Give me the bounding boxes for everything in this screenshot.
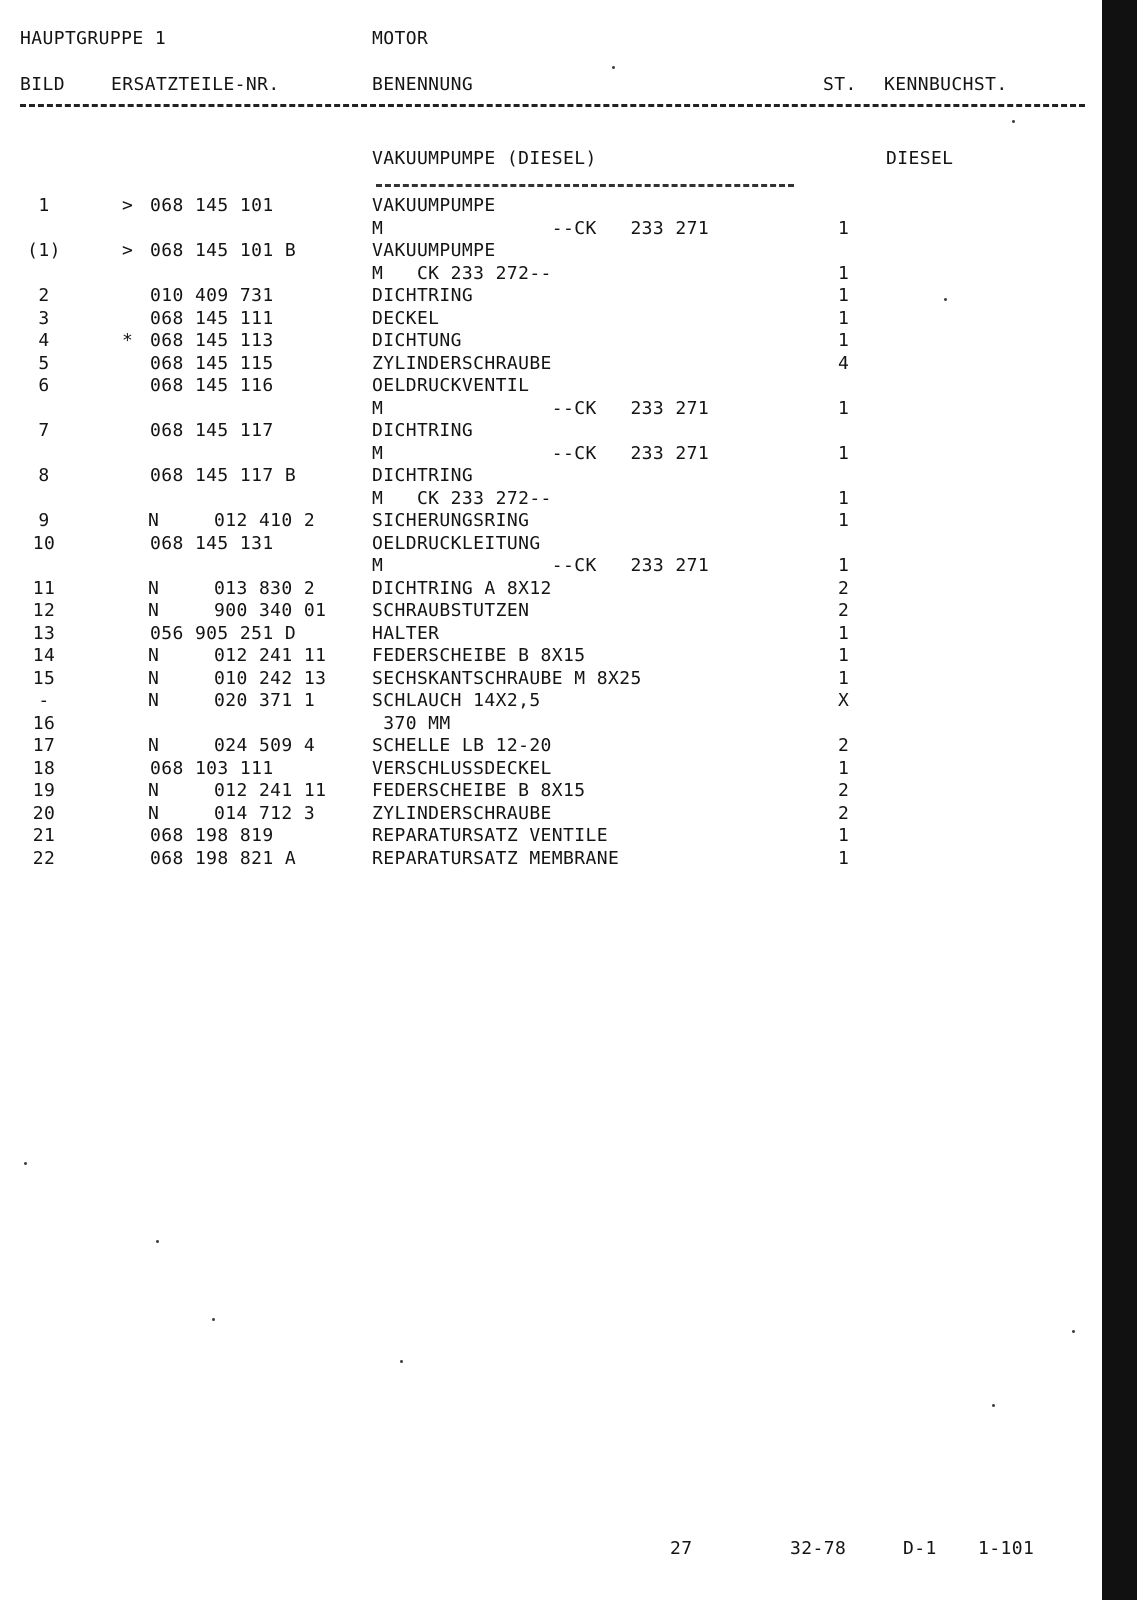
row-designation: FEDERSCHEIBE B 8X15 — [372, 645, 586, 666]
row-designation: DICHTRING — [372, 420, 474, 441]
row-quantity: 1 — [838, 217, 850, 239]
scan-edge-shadow — [1102, 0, 1137, 1600]
row-quantity: 1 — [838, 307, 850, 329]
row-quantity: 1 — [838, 330, 850, 351]
row-quantity: 2 — [838, 577, 850, 599]
row-part-number: 068 103 111 — [150, 757, 274, 779]
footer-page: 27 — [670, 1538, 693, 1559]
row-quantity: 2 — [838, 802, 850, 824]
group-label: HAUPTGRUPPE 1 — [20, 28, 167, 49]
row-part-number: 024 509 4 — [214, 735, 316, 756]
row-quantity: 1 — [838, 442, 850, 464]
scan-speck — [212, 1318, 215, 1321]
row-n-flag: N — [148, 780, 160, 801]
row-image-number: 14 — [32, 645, 56, 666]
row-image-number: 7 — [38, 420, 50, 441]
row-image-number: 16 — [32, 712, 56, 734]
row-designation: VERSCHLUSSDECKEL — [372, 757, 552, 779]
row-image-number: 5 — [38, 352, 50, 374]
row-designation: VAKUUMPUMPE — [372, 240, 496, 261]
row-n-flag: N — [148, 735, 160, 756]
column-header-name: BENENNUNG — [372, 74, 474, 95]
row-designation: REPARATURSATZ MEMBRANE — [372, 847, 620, 869]
scan-speck — [1072, 1330, 1075, 1333]
row-image-number: 12 — [32, 600, 56, 621]
row-marker: * — [122, 330, 134, 351]
row-image-number: 3 — [38, 307, 50, 329]
row-part-number: 068 145 117 — [150, 420, 274, 441]
row-marker: > — [122, 240, 134, 261]
row-part-number: 068 145 111 — [150, 307, 274, 329]
row-image-number: 10 — [32, 532, 56, 554]
footer-ref: 1-101 — [978, 1538, 1035, 1559]
scan-speck — [612, 66, 615, 69]
row-quantity: 1 — [838, 285, 850, 306]
scan-speck — [1012, 120, 1015, 123]
section-code: DIESEL — [886, 148, 954, 169]
row-quantity: 1 — [838, 825, 850, 846]
row-marker: > — [122, 195, 134, 216]
row-image-number: 22 — [32, 847, 56, 869]
row-designation: SCHELLE LB 12-20 — [372, 735, 552, 756]
row-designation: REPARATURSATZ VENTILE — [372, 825, 608, 846]
row-quantity: 1 — [838, 262, 850, 284]
column-header-partno: ERSATZTEILE-NR. — [111, 74, 280, 95]
scan-speck — [156, 1240, 159, 1243]
row-n-flag: N — [148, 510, 160, 531]
row-image-number: 1 — [38, 195, 50, 216]
column-header-code: KENNBUCHST. — [884, 74, 1008, 95]
row-image-number: 8 — [38, 465, 50, 486]
row-designation: SICHERUNGSRING — [372, 510, 530, 531]
row-image-number: 18 — [32, 757, 56, 779]
row-designation: DICHTRING A 8X12 — [372, 577, 552, 599]
row-image-number: 9 — [38, 510, 50, 531]
row-part-number: 056 905 251 D — [150, 622, 297, 644]
row-quantity: 1 — [838, 757, 850, 779]
column-header-qty: ST. — [823, 74, 857, 95]
row-n-flag: N — [148, 577, 160, 599]
row-designation: M --CK 233 271 — [372, 442, 710, 464]
row-quantity: 1 — [838, 847, 850, 869]
row-part-number: 068 145 116 — [150, 375, 274, 396]
row-image-number: - — [38, 690, 50, 711]
row-designation: SCHRAUBSTUTZEN — [372, 600, 530, 621]
row-designation: OELDRUCKLEITUNG — [372, 532, 541, 554]
row-part-number: 010 409 731 — [150, 285, 274, 306]
row-designation: DICHTRING — [372, 465, 474, 486]
row-n-flag: N — [148, 802, 160, 824]
row-designation: M --CK 233 271 — [372, 555, 710, 576]
row-image-number: (1) — [27, 240, 61, 261]
row-quantity: 4 — [838, 352, 850, 374]
row-quantity: 1 — [838, 510, 850, 531]
row-quantity: X — [838, 690, 850, 711]
scan-speck — [944, 298, 947, 301]
row-quantity: 2 — [838, 780, 850, 801]
row-designation: M CK 233 272-- — [372, 487, 552, 509]
header-divider — [20, 104, 1085, 107]
row-image-number: 20 — [32, 802, 56, 824]
row-designation: HALTER — [372, 622, 440, 644]
footer-date: 32-78 — [790, 1538, 847, 1559]
row-quantity: 1 — [838, 645, 850, 666]
row-quantity: 1 — [838, 397, 850, 419]
row-image-number: 21 — [32, 825, 56, 846]
row-designation: SECHSKANTSCHRAUBE M 8X25 — [372, 667, 642, 689]
row-designation: M CK 233 272-- — [372, 262, 552, 284]
row-part-number: 012 241 11 — [214, 645, 327, 666]
row-designation: FEDERSCHEIBE B 8X15 — [372, 780, 586, 801]
row-quantity: 2 — [838, 735, 850, 756]
row-part-number: 012 410 2 — [214, 510, 316, 531]
row-part-number: 020 371 1 — [214, 690, 316, 711]
group-name: MOTOR — [372, 28, 429, 49]
row-part-number: 014 712 3 — [214, 802, 316, 824]
row-image-number: 4 — [38, 330, 50, 351]
row-quantity: 1 — [838, 622, 850, 644]
row-quantity: 1 — [838, 487, 850, 509]
scan-speck — [24, 1162, 27, 1165]
row-designation: SCHLAUCH 14X2,5 — [372, 690, 541, 711]
row-part-number: 068 198 821 A — [150, 847, 297, 869]
row-image-number: 17 — [32, 735, 56, 756]
row-designation: VAKUUMPUMPE — [372, 195, 496, 216]
row-quantity: 1 — [838, 555, 850, 576]
row-n-flag: N — [148, 645, 160, 666]
row-image-number: 2 — [38, 285, 50, 306]
row-n-flag: N — [148, 690, 160, 711]
row-image-number: 13 — [32, 622, 56, 644]
row-designation: DECKEL — [372, 307, 440, 329]
row-image-number: 19 — [32, 780, 56, 801]
row-quantity: 2 — [838, 600, 850, 621]
row-image-number: 11 — [32, 577, 56, 599]
row-part-number: 068 198 819 — [150, 825, 274, 846]
row-designation: OELDRUCKVENTIL — [372, 375, 530, 396]
row-n-flag: N — [148, 600, 160, 621]
row-part-number: 900 340 01 — [214, 600, 327, 621]
row-part-number: 068 145 101 — [150, 195, 274, 216]
footer-section: D-1 — [903, 1538, 937, 1559]
row-part-number: 013 830 2 — [214, 577, 316, 599]
row-part-number: 012 241 11 — [214, 780, 327, 801]
scan-speck — [400, 1360, 403, 1363]
row-part-number: 068 145 131 — [150, 532, 274, 554]
row-quantity: 1 — [838, 667, 850, 689]
row-image-number: 15 — [32, 667, 56, 689]
scan-speck — [992, 1404, 995, 1407]
row-designation: DICHTRING — [372, 285, 474, 306]
row-designation: DICHTUNG — [372, 330, 462, 351]
row-part-number: 068 145 101 B — [150, 240, 297, 261]
section-divider — [376, 184, 794, 187]
row-n-flag: N — [148, 667, 160, 689]
row-image-number: 6 — [38, 375, 50, 396]
row-designation: ZYLINDERSCHRAUBE — [372, 802, 552, 824]
row-designation: ZYLINDERSCHRAUBE — [372, 352, 552, 374]
row-part-number: 068 145 115 — [150, 352, 274, 374]
row-part-number: 068 145 113 — [150, 330, 274, 351]
row-designation: M --CK 233 271 — [372, 217, 710, 239]
row-part-number: 068 145 117 B — [150, 465, 297, 486]
row-part-number: 010 242 13 — [214, 667, 327, 689]
section-title: VAKUUMPUMPE (DIESEL) — [372, 148, 597, 169]
row-designation: M --CK 233 271 — [372, 397, 710, 419]
row-designation: 370 MM — [372, 712, 451, 734]
column-header-bild: BILD — [20, 74, 65, 95]
